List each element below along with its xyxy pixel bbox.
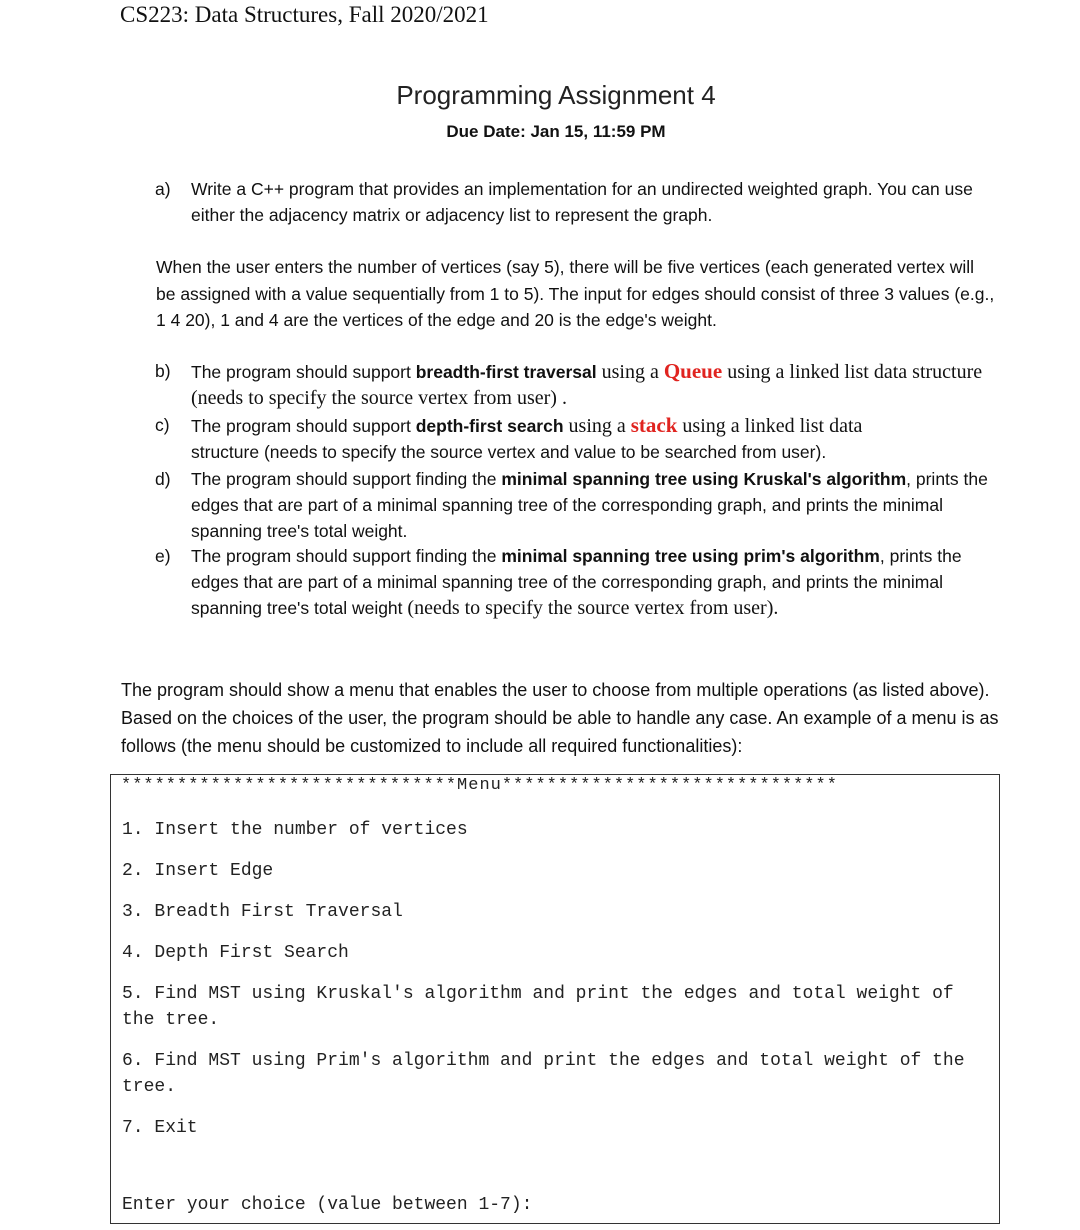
item-d xyxy=(155,466,995,544)
item-b-letter: b) xyxy=(155,361,171,381)
menu-item-5: 5. Find MST using Kruskal's algorithm and print the edges and total weight of the tree. xyxy=(122,984,954,1030)
page-title: Programming Assignment 4 xyxy=(396,80,716,110)
item-a xyxy=(155,176,995,228)
item-c-text: The program should support depth-first search using a stack using a linked list data structure (needs to specify the source vertex and value to be searched from user). xyxy=(191,413,863,462)
item-b xyxy=(155,358,995,411)
menu-item-1: 1. Insert the number of vertices xyxy=(122,820,468,840)
menu-header: ******************************Menu****************************** xyxy=(121,776,838,795)
item-c xyxy=(155,412,995,465)
menu-item-4: 4. Depth First Search xyxy=(122,943,349,963)
item-e-text: The program should support finding the minimal spanning tree using prim's algorithm, prints the edges that are part of a minimal spanning tree of the corresponding graph, and prints the minimal spanning tree's total weight (needs to specify the source vertex from user). xyxy=(191,546,962,619)
item-b-text: The program should support breadth-first traversal using a Queue using a linked list data structure (needs to specify the source vertex from user) . xyxy=(191,359,983,409)
queue-highlight: Queue xyxy=(663,359,723,383)
course-header: CS223: Data Structures, Fall 2020/2021 xyxy=(120,2,489,27)
stack-highlight: stack xyxy=(630,413,678,437)
item-d-text: The program should support finding the minimal spanning tree using Kruskal's algorithm, prints the edges that are part of a minimal spanning tree of the corresponding graph, and prints the minimal spanning tree's total weight. xyxy=(191,469,988,541)
item-a-text: Write a C++ program that provides an implementation for an undirected weighted graph. You can use either the adjacency matrix or adjacency list to represent the graph. xyxy=(191,179,973,225)
item-a-letter: a) xyxy=(155,179,171,199)
item-e-letter: e) xyxy=(155,546,171,566)
due-date: Due Date: Jan 15, 11:59 PM xyxy=(446,122,666,141)
menu-prompt: Enter your choice (value between 1-7): xyxy=(122,1195,533,1215)
item-e xyxy=(155,543,995,621)
menu-item-6: 6. Find MST using Prim's algorithm and print the edges and total weight of the tree. xyxy=(122,1051,965,1097)
menu-item-7: 7. Exit xyxy=(122,1118,198,1138)
vertices-paragraph: When the user enters the number of vertices (say 5), there will be five vertices (each generated vertex will be assigned with a value sequentially from 1 to 5). The input for edges should consist of three 3 values (e.g., 1 4 20), 1 and 4 are the vertices of the edge and 20 is the edge's weight. xyxy=(156,257,995,330)
menu-example-box xyxy=(110,774,1000,1224)
menu-item-3: 3. Breadth First Traversal xyxy=(122,902,403,922)
item-c-letter: c) xyxy=(155,415,170,435)
item-d-letter: d) xyxy=(155,469,171,489)
menu-item-2: 2. Insert Edge xyxy=(122,861,274,881)
menu-intro: The program should show a menu that enables the user to choose from multiple operations (as listed above). Based on the choices of the user, the program should be able to handle any case. An example of a menu is as follows (the menu should be customized to include all required functionalities): xyxy=(121,680,999,756)
